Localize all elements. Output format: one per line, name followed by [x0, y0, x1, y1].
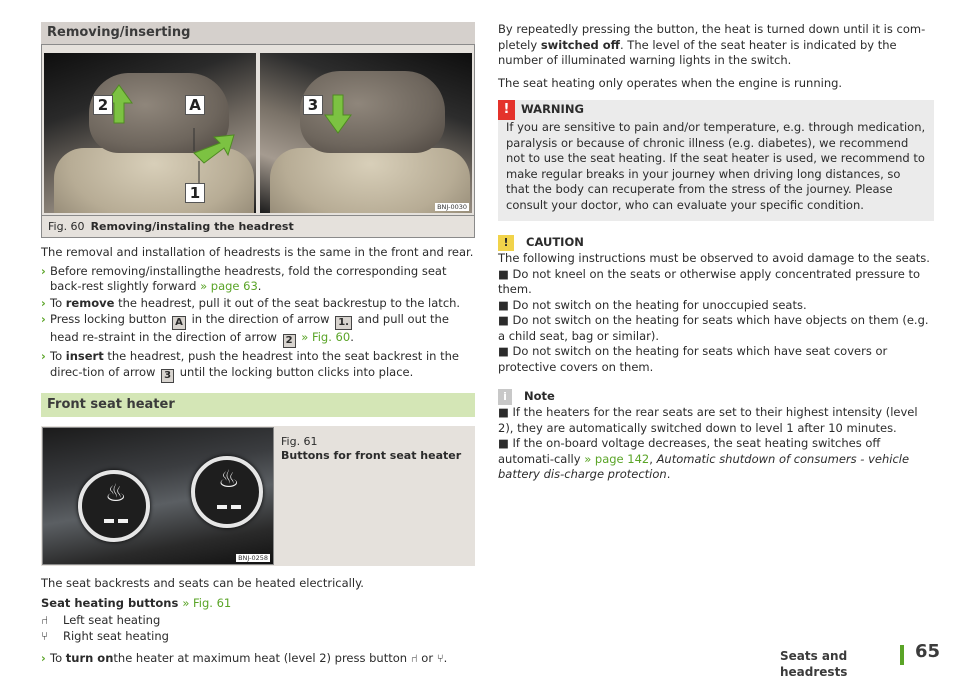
button-right-seat: ⑂ Right seat heating: [41, 629, 169, 643]
step-4: › To insert the headrest, push the headrest into the seat backrest in the direc-tion of arrow 3 until the locking button clicks into place.: [41, 349, 459, 381]
caution-item: ■ Do not kneel on the seats or otherwise apply concentrated pressure to them.: [498, 266, 921, 296]
arrow-up-icon: [44, 53, 256, 213]
section-title-seat-heater: Front seat heater: [41, 393, 475, 417]
figure-61: [41, 426, 475, 566]
paragraph-heat-levels: By repeatedly pressing the button, the heat is turned down until it is com-pletely switched off. The level of the seat heater is indicated by the number of illuminated warning lights in the switch.: [498, 22, 926, 67]
warning-text: If you are sensitive to pain and/or temperature, e.g. through medication, paralysis or because of chronic illness (e.g. diabetes), we recommend not to use the seat heating. If the seat heater is used, we recommend to make regular breaks in your journey when driving long distances, so that the body can recuperate from the stress of the journey. Please consult your doctor, who can evaluate your specific condition.: [506, 120, 926, 212]
caution-intro: The following instructions must be observed to avoid damage to the seats.: [498, 251, 930, 265]
footer-title: Seats and headrests: [780, 649, 848, 677]
figure-link[interactable]: » Fig. 60: [301, 330, 351, 344]
note-item: ■ If the on-board voltage decreases, the seat heating switches off automati-cally » page 142, Automatic shutdown of consumers - vehicle battery dis-charge protection.: [498, 436, 910, 481]
chevron-right-icon: ›: [41, 312, 46, 326]
page-link[interactable]: » page 63: [200, 279, 258, 293]
headrest-photo-inserting: [260, 53, 472, 213]
caution-icon: !: [498, 235, 514, 251]
right-seat-heat-button-closeup: [191, 456, 263, 528]
caution-item: ■ Do not switch on the heating for seats which have seat covers or protective covers on them.: [498, 344, 888, 374]
chevron-right-icon: ›: [41, 349, 46, 363]
intro-text: The removal and installation of headrests is the same in the front and rear.: [41, 245, 474, 259]
chevron-right-icon: ›: [41, 263, 46, 278]
warning-box: [498, 100, 934, 221]
right-column: [498, 22, 934, 483]
right-seat-heat-icon: ⑂: [436, 650, 444, 665]
buttons-heading: Seat heating buttons » Fig. 61: [41, 596, 232, 610]
arrow-down-icon: [260, 53, 472, 213]
chevron-right-icon: ›: [41, 295, 46, 310]
warning-label: WARNING: [521, 102, 584, 117]
step-1: › Before removing/installingthe headrests, fold the corresponding seat back-rest slightly forward » page 63.: [41, 263, 447, 293]
step-turn-on: › To turn onthe heater at maximum heat (level 2) press button ⑁ or ⑂.: [41, 650, 448, 665]
left-seat-heat-icon: ⑁: [41, 612, 49, 627]
note-item: ■ If the heaters for the rear seats are set to their highest intensity (level 2), they are automatically switched down to level 1 after 10 minutes.: [498, 405, 918, 435]
seat-heater-photo: [42, 427, 274, 565]
figure-link[interactable]: » Fig. 61: [182, 596, 232, 610]
caution-heading: [498, 235, 934, 251]
page-number: 65: [914, 641, 940, 662]
left-seat-heat-icon: ⑁: [410, 650, 418, 665]
chevron-right-icon: ›: [41, 650, 46, 665]
heated-text: The seat backrests and seats can be heated electrically.: [41, 575, 364, 590]
figure-number: Fig. 61: [281, 434, 318, 448]
label-3: 3: [303, 95, 323, 115]
figure-number: Fig. 60: [48, 220, 85, 233]
page-footer: [780, 641, 940, 677]
figure-code: BNJ-0258: [238, 553, 268, 562]
figure-title: Buttons for front seat heater: [281, 448, 462, 462]
button-left-seat: ⑁ Left seat heating: [41, 612, 161, 627]
figure-60-caption: [42, 215, 474, 237]
step-2: › To remove the headrest, pull it out of the seat backrestup to the latch.: [41, 295, 461, 310]
paragraph-engine: The seat heating only operates when the engine is running.: [498, 75, 843, 90]
figure-61-caption: [274, 427, 461, 565]
section-title-removing: Removing/inserting: [41, 22, 475, 44]
figure-code: BNJ-0030: [437, 203, 467, 211]
figure-title: Removing/instaling the headrest: [90, 220, 294, 233]
figure-60: [41, 44, 475, 238]
caution-item: ■ Do not switch on the heating for unoccupied seats.: [498, 297, 807, 312]
note-heading: [498, 389, 934, 405]
seat-heat-icon: ♨: [105, 478, 127, 507]
caution-item: ■ Do not switch on the heating for seats which have objects on them (e.g. a child seat, bag or similar).: [498, 313, 929, 343]
label-2: 2: [93, 95, 113, 115]
label-a: A: [185, 95, 205, 115]
left-column: [41, 22, 475, 666]
page-link[interactable]: » page 142: [584, 451, 650, 466]
note-label: Note: [524, 389, 555, 404]
headrest-photo-removing: [44, 53, 256, 213]
label-box-3: 3: [161, 369, 174, 383]
label-box-1: 1.: [335, 316, 352, 330]
footer-divider: [900, 645, 904, 665]
warning-icon: !: [498, 100, 515, 120]
left-seat-heat-button-closeup: [78, 470, 150, 542]
step-3: › Press locking button A in the direction of arrow 1. and pull out the head re-straint in the direction of arrow 2 » Fig. 60.: [41, 312, 449, 346]
seat-heat-icon: ♨: [218, 464, 240, 493]
right-seat-heat-icon: ⑂: [41, 629, 49, 643]
info-icon: i: [498, 389, 512, 405]
label-box-2: 2: [283, 334, 296, 348]
label-box-a: A: [172, 316, 186, 330]
label-1: 1: [185, 183, 205, 203]
caution-label: CAUTION: [526, 235, 584, 250]
